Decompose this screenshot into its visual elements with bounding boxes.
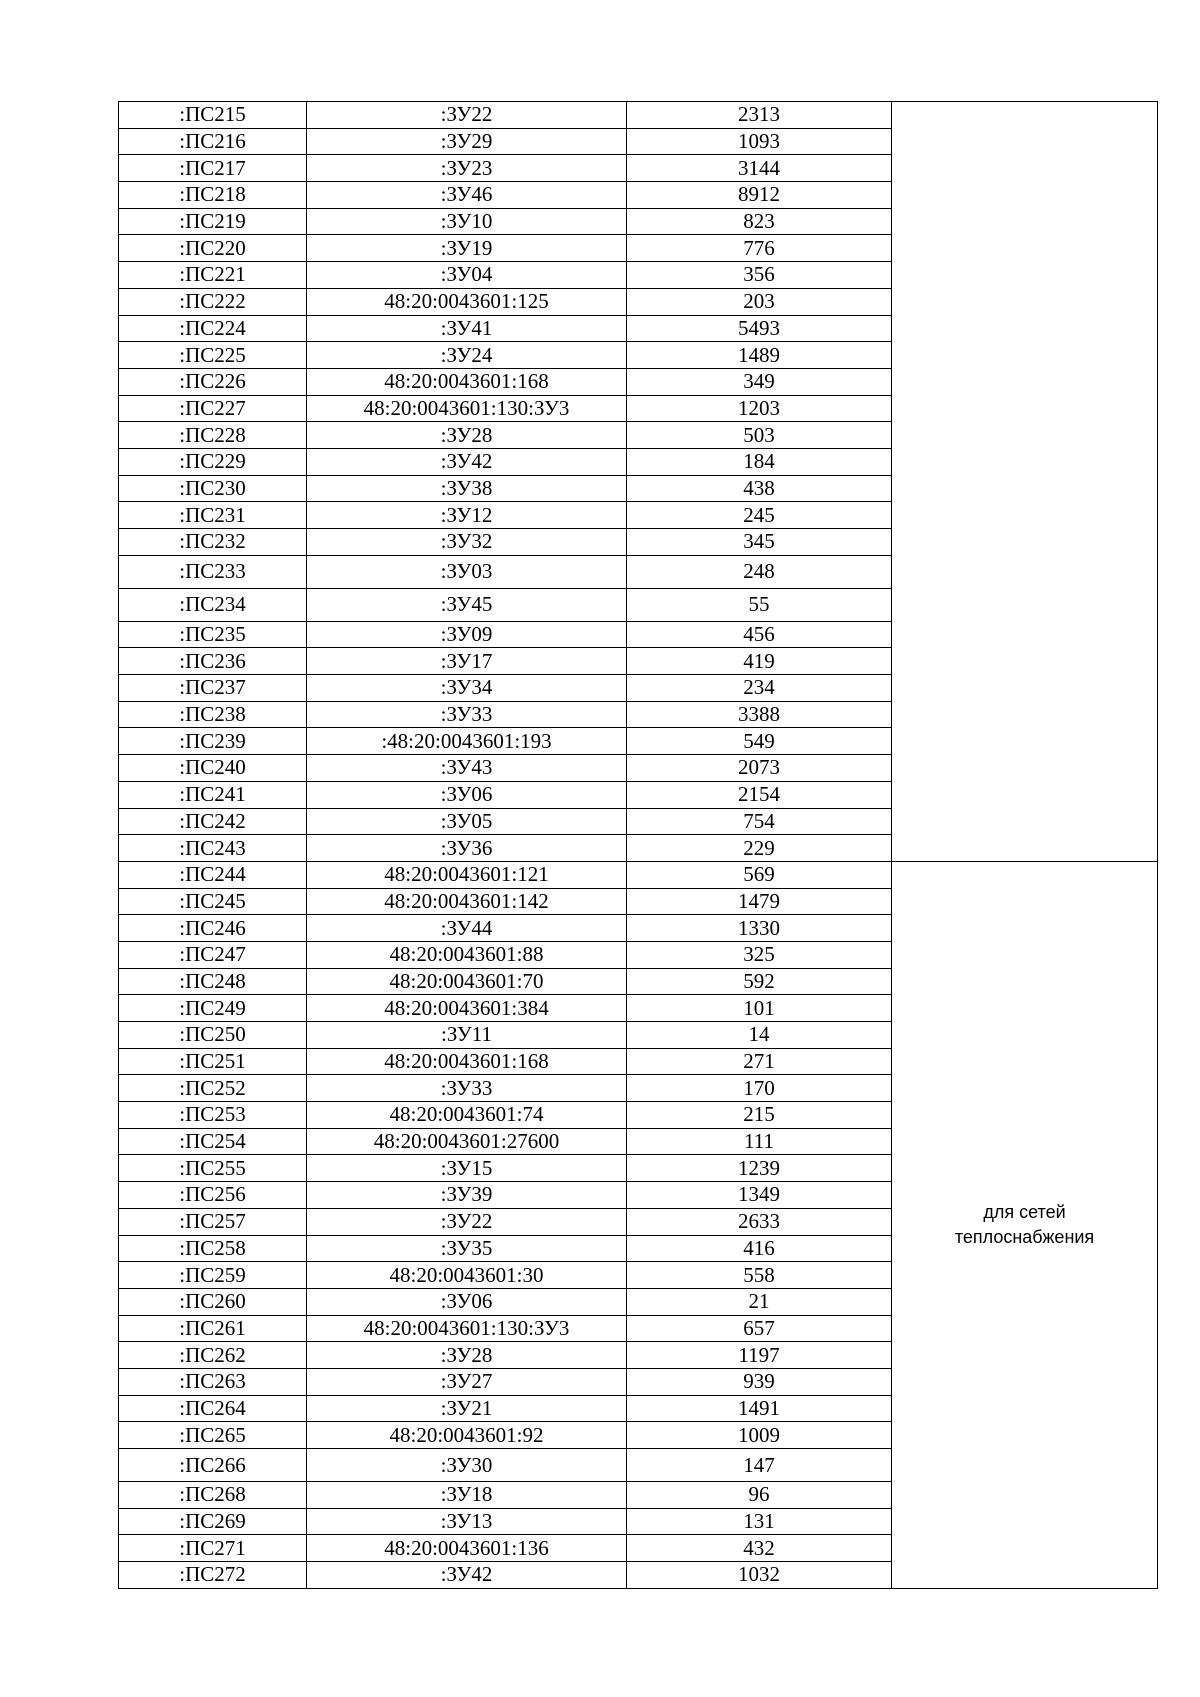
zone-cell: :ПС231: [119, 502, 307, 529]
zone-cell: :ПС241: [119, 781, 307, 808]
table-row: [119, 861, 1158, 888]
parcel-cell: 48:20:0043601:125: [307, 288, 627, 315]
zone-cell: :ПС255: [119, 1155, 307, 1182]
area-cell: 356: [627, 262, 892, 289]
parcel-cell: :ЗУ19: [307, 235, 627, 262]
zone-cell: :ПС240: [119, 755, 307, 782]
zone-cell: :ПС262: [119, 1342, 307, 1369]
zone-cell: :ПС237: [119, 675, 307, 702]
area-cell: 558: [627, 1262, 892, 1289]
parcel-cell: :ЗУ35: [307, 1235, 627, 1262]
parcel-cell: 48:20:0043601:74: [307, 1102, 627, 1129]
parcel-cell: :ЗУ15: [307, 1155, 627, 1182]
servitude-table: [118, 101, 1158, 1589]
zone-cell: :ПС224: [119, 315, 307, 342]
zone-cell: :ПС264: [119, 1395, 307, 1422]
area-cell: 234: [627, 675, 892, 702]
parcel-cell: :ЗУ05: [307, 808, 627, 835]
zone-cell: :ПС243: [119, 835, 307, 862]
area-cell: 1489: [627, 342, 892, 369]
parcel-cell: :ЗУ27: [307, 1368, 627, 1395]
area-cell: 456: [627, 621, 892, 648]
parcel-cell: :ЗУ44: [307, 915, 627, 942]
area-cell: 2073: [627, 755, 892, 782]
parcel-cell: 48:20:0043601:92: [307, 1422, 627, 1449]
area-cell: 1197: [627, 1342, 892, 1369]
area-cell: 569: [627, 861, 892, 888]
zone-cell: :ПС257: [119, 1208, 307, 1235]
area-cell: 1330: [627, 915, 892, 942]
zone-cell: :ПС234: [119, 588, 307, 621]
parcel-cell: 48:20:0043601:130:ЗУ3: [307, 395, 627, 422]
zone-cell: :ПС247: [119, 941, 307, 968]
parcel-cell: :ЗУ09: [307, 621, 627, 648]
parcel-cell: :ЗУ45: [307, 588, 627, 621]
area-cell: 14: [627, 1022, 892, 1049]
parcel-cell: 48:20:0043601:30: [307, 1262, 627, 1289]
purpose-cell: [892, 861, 1158, 1588]
parcel-cell: :ЗУ18: [307, 1482, 627, 1509]
parcel-cell: :ЗУ11: [307, 1022, 627, 1049]
zone-cell: :ПС265: [119, 1422, 307, 1449]
area-cell: 503: [627, 422, 892, 449]
area-cell: 8912: [627, 182, 892, 209]
zone-cell: :ПС256: [119, 1182, 307, 1209]
area-cell: 184: [627, 448, 892, 475]
parcel-cell: :ЗУ17: [307, 648, 627, 675]
purpose-line: теплоснабжения: [954, 1226, 1095, 1247]
zone-cell: :ПС269: [119, 1508, 307, 1535]
zone-cell: :ПС239: [119, 728, 307, 755]
area-cell: 1093: [627, 128, 892, 155]
zone-cell: :ПС227: [119, 395, 307, 422]
parcel-cell: :ЗУ06: [307, 781, 627, 808]
parcel-cell: 48:20:0043601:121: [307, 861, 627, 888]
area-cell: 549: [627, 728, 892, 755]
parcel-cell: 48:20:0043601:130:ЗУ3: [307, 1315, 627, 1342]
area-cell: 55: [627, 588, 892, 621]
parcel-cell: :ЗУ34: [307, 675, 627, 702]
zone-cell: :ПС268: [119, 1482, 307, 1509]
table-body: [119, 102, 1158, 1589]
zone-cell: :ПС260: [119, 1288, 307, 1315]
area-cell: 657: [627, 1315, 892, 1342]
zone-cell: :ПС228: [119, 422, 307, 449]
parcel-cell: :ЗУ38: [307, 475, 627, 502]
area-cell: 419: [627, 648, 892, 675]
zone-cell: :ПС221: [119, 262, 307, 289]
area-cell: 1239: [627, 1155, 892, 1182]
parcel-cell: :ЗУ29: [307, 128, 627, 155]
parcel-cell: :ЗУ22: [307, 1208, 627, 1235]
parcel-cell: :ЗУ32: [307, 529, 627, 556]
area-cell: 3144: [627, 155, 892, 182]
area-cell: 170: [627, 1075, 892, 1102]
zone-cell: :ПС238: [119, 701, 307, 728]
parcel-cell: 48:20:0043601:142: [307, 888, 627, 915]
parcel-cell: :ЗУ24: [307, 342, 627, 369]
area-cell: 101: [627, 995, 892, 1022]
zone-cell: :ПС251: [119, 1048, 307, 1075]
parcel-cell: :ЗУ10: [307, 208, 627, 235]
area-cell: 2154: [627, 781, 892, 808]
zone-cell: :ПС248: [119, 968, 307, 995]
zone-cell: :ПС226: [119, 368, 307, 395]
zone-cell: :ПС235: [119, 621, 307, 648]
parcel-cell: :48:20:0043601:193: [307, 728, 627, 755]
zone-cell: :ПС225: [119, 342, 307, 369]
parcel-cell: :ЗУ39: [307, 1182, 627, 1209]
parcel-cell: :ЗУ03: [307, 555, 627, 588]
area-cell: 245: [627, 502, 892, 529]
zone-cell: :ПС254: [119, 1128, 307, 1155]
area-cell: 592: [627, 968, 892, 995]
zone-cell: :ПС229: [119, 448, 307, 475]
zone-cell: :ПС236: [119, 648, 307, 675]
zone-cell: :ПС250: [119, 1022, 307, 1049]
parcel-cell: :ЗУ41: [307, 315, 627, 342]
area-cell: 1203: [627, 395, 892, 422]
area-cell: 5493: [627, 315, 892, 342]
zone-cell: :ПС261: [119, 1315, 307, 1342]
zone-cell: :ПС218: [119, 182, 307, 209]
area-cell: 147: [627, 1449, 892, 1482]
parcel-cell: 48:20:0043601:88: [307, 941, 627, 968]
parcel-cell: :ЗУ42: [307, 448, 627, 475]
area-cell: 754: [627, 808, 892, 835]
zone-cell: :ПС215: [119, 102, 307, 129]
zone-cell: :ПС258: [119, 1235, 307, 1262]
parcel-cell: :ЗУ28: [307, 422, 627, 449]
area-cell: 1479: [627, 888, 892, 915]
area-cell: 203: [627, 288, 892, 315]
zone-cell: :ПС263: [119, 1368, 307, 1395]
zone-cell: :ПС244: [119, 861, 307, 888]
area-cell: 325: [627, 941, 892, 968]
parcel-cell: :ЗУ21: [307, 1395, 627, 1422]
parcel-cell: :ЗУ42: [307, 1562, 627, 1589]
area-cell: 215: [627, 1102, 892, 1129]
zone-cell: :ПС252: [119, 1075, 307, 1102]
zone-cell: :ПС245: [119, 888, 307, 915]
parcel-cell: 48:20:0043601:70: [307, 968, 627, 995]
area-cell: 3388: [627, 701, 892, 728]
area-cell: 248: [627, 555, 892, 588]
area-cell: 271: [627, 1048, 892, 1075]
table-row: [119, 102, 1158, 129]
area-cell: 2633: [627, 1208, 892, 1235]
zone-cell: :ПС249: [119, 995, 307, 1022]
area-cell: 776: [627, 235, 892, 262]
area-cell: 416: [627, 1235, 892, 1262]
area-cell: 111: [627, 1128, 892, 1155]
zone-cell: :ПС266: [119, 1449, 307, 1482]
parcel-cell: 48:20:0043601:384: [307, 995, 627, 1022]
area-cell: 432: [627, 1535, 892, 1562]
zone-cell: :ПС216: [119, 128, 307, 155]
zone-cell: :ПС242: [119, 808, 307, 835]
area-cell: 823: [627, 208, 892, 235]
area-cell: 349: [627, 368, 892, 395]
parcel-cell: 48:20:0043601:27600: [307, 1128, 627, 1155]
zone-cell: :ПС246: [119, 915, 307, 942]
zone-cell: :ПС272: [119, 1562, 307, 1589]
zone-cell: :ПС230: [119, 475, 307, 502]
area-cell: 1349: [627, 1182, 892, 1209]
area-cell: 1032: [627, 1562, 892, 1589]
area-cell: 229: [627, 835, 892, 862]
area-cell: 131: [627, 1508, 892, 1535]
parcel-cell: :ЗУ13: [307, 1508, 627, 1535]
zone-cell: :ПС220: [119, 235, 307, 262]
parcel-cell: :ЗУ46: [307, 182, 627, 209]
area-cell: 939: [627, 1368, 892, 1395]
parcel-cell: :ЗУ30: [307, 1449, 627, 1482]
zone-cell: :ПС259: [119, 1262, 307, 1289]
parcel-cell: :ЗУ12: [307, 502, 627, 529]
area-cell: 438: [627, 475, 892, 502]
zone-cell: :ПС217: [119, 155, 307, 182]
area-cell: 1009: [627, 1422, 892, 1449]
parcel-cell: :ЗУ33: [307, 701, 627, 728]
parcel-cell: :ЗУ04: [307, 262, 627, 289]
purpose-line: для сетей: [983, 1201, 1066, 1222]
area-cell: 1491: [627, 1395, 892, 1422]
zone-cell: :ПС271: [119, 1535, 307, 1562]
purpose-cell: [892, 102, 1158, 862]
zone-cell: :ПС222: [119, 288, 307, 315]
parcel-cell: :ЗУ36: [307, 835, 627, 862]
zone-cell: :ПС219: [119, 208, 307, 235]
parcel-cell: :ЗУ22: [307, 102, 627, 129]
area-cell: 96: [627, 1482, 892, 1509]
area-cell: 345: [627, 529, 892, 556]
area-cell: 21: [627, 1288, 892, 1315]
parcel-cell: 48:20:0043601:168: [307, 368, 627, 395]
parcel-cell: :ЗУ33: [307, 1075, 627, 1102]
area-cell: 2313: [627, 102, 892, 129]
zone-cell: :ПС232: [119, 529, 307, 556]
parcel-cell: :ЗУ23: [307, 155, 627, 182]
zone-cell: :ПС253: [119, 1102, 307, 1129]
parcel-cell: :ЗУ06: [307, 1288, 627, 1315]
zone-cell: :ПС233: [119, 555, 307, 588]
parcel-cell: 48:20:0043601:136: [307, 1535, 627, 1562]
parcel-cell: 48:20:0043601:168: [307, 1048, 627, 1075]
parcel-cell: :ЗУ43: [307, 755, 627, 782]
parcel-cell: :ЗУ28: [307, 1342, 627, 1369]
